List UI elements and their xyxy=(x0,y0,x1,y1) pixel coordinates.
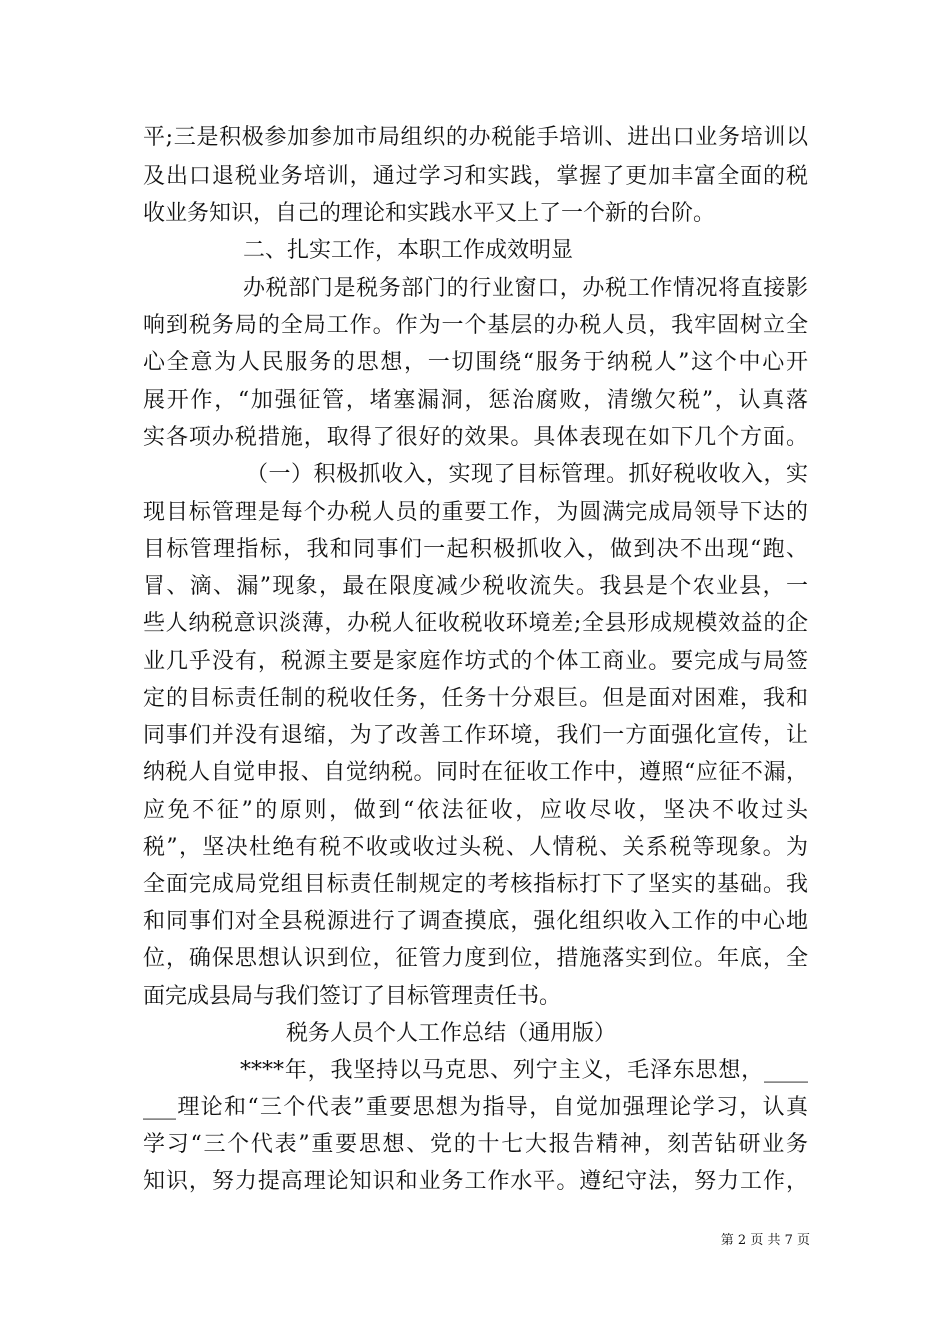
body-text-line: 办税部门是税务部门的行业窗口，办税工作情况将直接影 xyxy=(243,276,808,301)
body-text-line: 现目标管理是每个办税人员的重要工作，为圆满完成局领导下达的 xyxy=(143,500,808,525)
body-text-line: 纳税人自觉申报、自觉纳税。同时在征收工作中，遵照“应征不漏， xyxy=(143,760,808,785)
body-text-line: 位，确保思想认识到位，征管力度到位，措施落实到位。年底，全 xyxy=(143,946,808,971)
section-heading: 二、扎实工作，本职工作成效明显 xyxy=(243,238,574,263)
body-text-line: 响到税务局的全局工作。作为一个基层的办税人员，我牢固树立全 xyxy=(143,313,808,338)
body-text-line: 同事们并没有退缩，为了改善工作环境，我们一方面强化宣传，让 xyxy=(143,723,808,748)
body-text-line: 平;三是积极参加参加市局组织的办税能手培训、进出口业务培训以 xyxy=(143,125,808,150)
body-text-line: 知识，努力提高理论知识和业务工作水平。遵纪守法，努力工作， xyxy=(143,1169,808,1194)
body-text-line: 面完成县局与我们签订了目标管理责任书。 xyxy=(143,984,562,1009)
body-text-line: 实各项办税措施，取得了很好的效果。具体表现在如下几个方面。 xyxy=(143,425,808,450)
body-text-line: 及出口退税业务培训，通过学习和实践，掌握了更加丰富全面的税 xyxy=(143,164,808,189)
page-number-footer: 第 2 页 共 7 页 xyxy=(720,1233,810,1248)
body-text-line: （一）积极抓收入，实现了目标管理。抓好税收收入，实 xyxy=(246,462,808,487)
body-text-line: 收业务知识，自己的理论和实践水平又上了一个新的台阶。 xyxy=(143,201,716,226)
body-text-line: 定的目标责任制的税收任务，任务十分艰巨。但是面对困难，我和 xyxy=(143,686,808,711)
body-text-line: 些人纳税意识淡薄，办税人征收税收环境差;全县形成规模效益的企 xyxy=(143,611,808,636)
body-text-line: ****年，我坚持以马克思、列宁主义，毛泽东思想，____ xyxy=(240,1058,808,1083)
body-text-line: 心全意为人民服务的思想，一切围绕“服务于纳税人”这个中心开 xyxy=(143,350,808,375)
body-text-line: 冒、滴、漏”现象，最在限度减少税收流失。我县是个农业县，一 xyxy=(143,574,808,599)
body-text-line: 学习“三个代表”重要思想、党的十七大报告精神，刻苦钻研业务 xyxy=(143,1132,808,1157)
document-title: 税务人员个人工作总结（通用版） xyxy=(286,1021,617,1046)
body-text-line: 应免不征”的原则，做到“依法征收，应收尽收，坚决不收过头 xyxy=(143,798,808,823)
body-text-line: 税”，坚决杜绝有税不收或收过头税、人情税、关系税等现象。为 xyxy=(143,835,808,860)
body-text-line: 目标管理指标，我和同事们一起积极抓收入，做到决不出现“跑、 xyxy=(143,537,808,562)
body-text-line: 全面完成局党组目标责任制规定的考核指标打下了坚实的基础。我 xyxy=(143,872,808,897)
body-text-line: 和同事们对全县税源进行了调查摸底，强化组织收入工作的中心地 xyxy=(143,909,808,934)
body-text-line: 业几乎没有，税源主要是家庭作坊式的个体工商业。要完成与局签 xyxy=(143,649,808,674)
body-text-line: 展开作，“加强征管，堵塞漏洞，惩治腐败，清缴欠税”，认真落 xyxy=(143,388,808,413)
body-text-line: ___理论和“三个代表”重要思想为指导，自觉加强理论学习，认真 xyxy=(143,1095,808,1120)
